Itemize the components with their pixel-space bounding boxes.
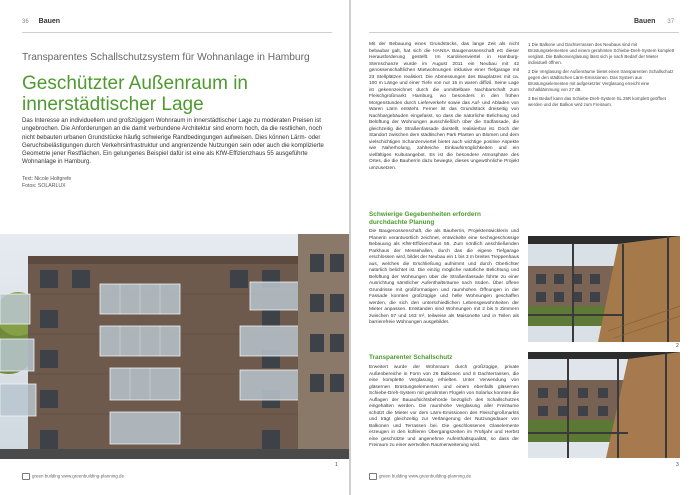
page-footer-right: green building www.greenbuilding-planning.de — [369, 473, 471, 480]
article-subhead: Transparentes Schallschutzsystem für Wohnanlage in Hamburg — [22, 52, 310, 63]
page-footer: green building www.greenbuilding-planning.de — [22, 473, 124, 480]
article-headline: Geschützter Außenraum in innerstädtischer Lage — [22, 73, 248, 115]
section-heading-planning: Schwierige Gegebenheiten erfordern durchdachte Planung — [369, 211, 481, 226]
figure-captions — [528, 42, 678, 111]
caption-1: 1 Die Balkone und Dachterrassen des Neubaus sind mit Brüstungselementen und einem gerahmten Schiebe-Dreh-System komplett verglast. Die Balkonverglasung lässt sich je nach Bedarf der Mieter individuell öffnen. — [528, 42, 675, 65]
page-number: 36 — [22, 19, 29, 25]
left-page — [0, 0, 349, 495]
body-text-top: Mit der Bebauung eines Grundstücks, das lange Zeit als nicht bebaubar galt, hat sich die HANSA Baugenossenschaft eG dieser Herausforderung gestellt. Im Karolinenviertel in Hamburg-Sternschanze wurde im August 2011 ein Neubau mit 42 genossenschaftlichen Mietwohnungen inklusive einer Tiefgarage mit 23 Stellplätzen realisiert. Die Abmessungen des Bauplatzes mit ca. 100 m Länge und einer Tiefe von nur 15 m waren diffizil. Seine Lage ist gekennzeichnet durch die unmittelbare Nachbarschaft zum Fleischgroßmarkt Hamburg, wo besonders in den frühen Morgenstunden durch Lieferverkehr sowie das Auf- und Abladen von Waren Lärm entsteht. Ferner ist das Grundstück dreiseitig von Nachbargebäuden eingefasst, so dass die natürliche Belichtung und Belüftung der Wohnungen ausschließlich über die Südfassade, die gleichzeitig die Straßenfassade darstellt, realisierbar ist. Doch der Standort zwischen dem städtischen Park Planten un Blomen und dem vielschichtigen Schanzenviertel bietet auch wichtige positive Aspekte wie Naherholung, zahlreiche Einkaufsmöglichkeiten und ein vielfältiges Kulturangebot. Es ist die besondere Atmosphäre des Ortes, die die Bauherrin dazu bewegte, dieses ungewöhnliche Projekt umzusetzen. — [369, 42, 519, 171]
caption-2: 2 Die Verglasung der Außenräume bietet einen transparenten Schallschutz gegen den städtischen Lärm-Emissionen. Das System aus Brüstungselementen mit aufgesetzter Verglasung erreicht eine Schalldämmung von 27 dB. — [528, 69, 674, 92]
photo-credit: Fotos: SOLARLUX — [22, 183, 66, 189]
running-header — [22, 18, 60, 25]
body-text-middle: Die Baugenossenschaft, die als Bauherrin, Projektentwicklerin und Planerin verantwortlich zeichnet, entwickelte eine sechsgeschossige Bebauung als KfW-Effizienzhaus 55. Zum nördlich anschließenden Parkhaus der Messehallen, durch das die eigene Tiefgarage erschlossen wird, bildet der Neubau ein 1 bis 3 m breites Treppenhaus aus, welches die Erschließung aufnimmt und durch Oberlichter natürlich belichtet ist. Die einzig mögliche natürliche Belichtung und Belüftung der Wohnungen über die Straßenfassade führte zu einer Ausrichtung sämtlicher Aufenthaltsräume nach Süden. Über offene Grundrisse mit großformatigen und raumhohen Öffnungen in der Fassade konnten großzügige und helle Wohnungen geschaffen werden, die sich den unterschiedlichen Lebensgewohnheiten der Mieter anpassen. Entstanden sind Wohnungen mit 2 bis 5 Zimmern zwischen 57 und 163 m², teilweise als Maisonette und in Teilen als barrierefreie Wohnungen ausgebildet. — [369, 229, 519, 325]
magazine-logo-icon — [369, 473, 377, 480]
header-rule — [22, 32, 332, 33]
figure-3-number: 3 — [676, 462, 679, 468]
figure-2-number: 2 — [676, 343, 679, 349]
header-rule — [369, 32, 679, 33]
magazine-logo-icon — [22, 473, 30, 480]
caption-3: 3 Bei Bedarf kann das Schiebe-Dreh-System SL 25R komplett geöffnet werden und der Balkon wird zum Freiraum. — [528, 96, 666, 107]
article-intro: Das Interesse an individuellem und großzügigem Wohnraum in innerstädtischer Lage zu moderaten Preisen ist ungebrochen. Die Anforderungen an die damit verbundene Architektur sind enorm hoch, da die restlichen, noch nicht bebauten urbanen Grundstücke häufig schwierige Randbedingungen aufweisen. Dies können Lärm- oder Geruchsbelästigungen durch Verkehrsinfrastruktur und angrenzende Nutzungen sein oder auch die komplizierte Geometrie jener Restflächen. Ein gelungenes Beispiel dafür ist eine als KfW-Effizienzhaus 55 ausgeführte Wohnanlage in Hamburg. — [22, 117, 324, 166]
article-credits — [22, 176, 71, 190]
section-label: Bauen — [634, 18, 656, 25]
balcony-photo-3 — [528, 352, 680, 458]
building-photo — [0, 234, 349, 459]
running-header — [634, 18, 674, 25]
balcony-photo-2 — [528, 236, 680, 342]
text-credit: Text: Nicole Holtgrefe — [22, 176, 72, 182]
figure-number: 1 — [335, 462, 338, 468]
page-number: 37 — [667, 19, 675, 25]
section-label: Bauen — [38, 18, 61, 25]
body-text-bottom: Erweitert wurde der Wohnraum durch großzügige, private Außenbereiche in Form von 26 Balkonen und 8 Dachterrassen, die eine komplette Verglasung erhielten. Unter Verwendung von gläsernen Brüstungselementen und einem ebenfalls gläsernen Schiebe-Dreh-System mit gerahmten Flügeln von Solarlux konnten die Auflagen der Bauaufsichtsbehörde bezüglich des Schallschutzes eingehalten werden. Die raumhohe Verglasung aller Freiräume schützt die Mieter vor dem Lärm-Emissionen des Fleischgroßmarkts und trägt gleichzeitig zur Verlängerung der Nutzungsdauer von Balkonen und Terrassen bei. Die geschlossenen Glaselemente erzeugen in den kühleren Übergangszeiten im Frühjahr und Herbst eine geschützte und angenehme Aufenthaltsqualität, so dass der Freiraum zu einer wertvollen Raumerweiterung wird. — [369, 365, 519, 448]
section-heading-sound-protection: Transparenter Schallschutz — [369, 354, 453, 361]
